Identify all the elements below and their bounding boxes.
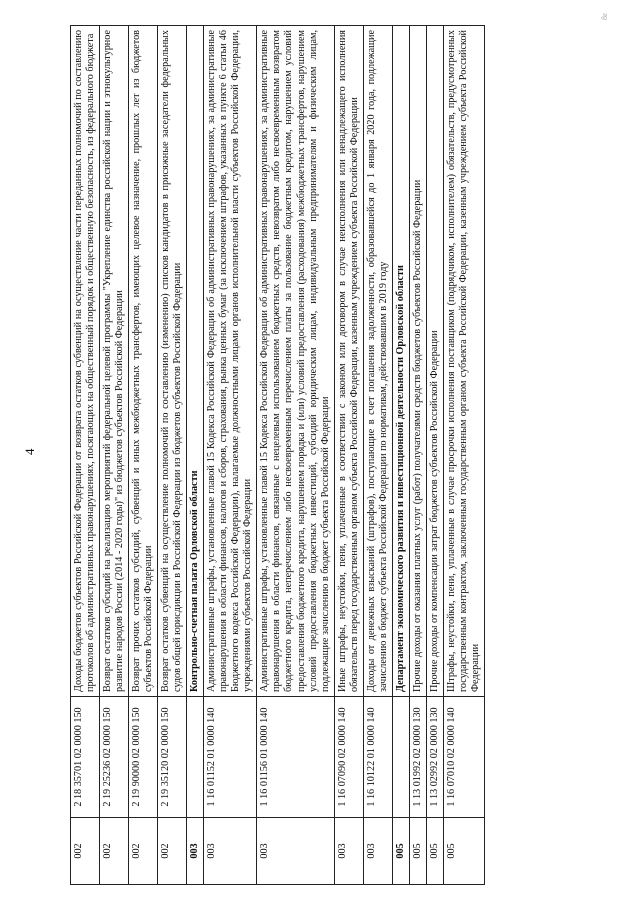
- section-header-row: [392, 26, 409, 885]
- description-cell: Возврат прочих остатков субсидий, субвенций и иных межбюджетных трансфертов, имеющих целевое назначение, прошлых лет из бюджетов субъектов Российской Федерации: [129, 26, 158, 697]
- admin-code-cell: 003: [334, 818, 363, 885]
- admin-code-cell: 002: [129, 818, 158, 885]
- description-cell: Иные штрафы, неустойки, пени, уплаченные в соответствии с законом или договором в случае неисполнения или ненадлежащего исполнения обязательств перед государственным органом субъекта Российской Федерации, казенным учреждением субъекта Российской Федерации: [334, 26, 363, 697]
- budget-code-cell: 1 16 07090 02 0000 140: [334, 697, 363, 818]
- table-row: [158, 26, 187, 885]
- admin-code-cell: 002: [158, 818, 187, 885]
- admin-code-cell: 005: [392, 818, 409, 885]
- table-row: [71, 26, 100, 885]
- description-cell: Административные штрафы, установленные главой 15 Кодекса Российской Федерации об административных правонарушениях, за административные правонарушения в области финансов, связанные с нецелевым использованием бюджетных средств, невозвратом либо несвоевременным возвратом бюджетного кредита, неперечислением либо несвоевременным перечислением платы за пользование бюджетным кредитом, нарушением условий предоставления бюджетного кредита, нарушением порядка и (или) условий предоставления (расходования) межбюджетных трансфертов, нарушением условий предоставления бюджетных инвестиций, субсидий юридическим лицам, индивидуальным предпринимателям и физическим лицам, подлежащие зачислению в бюджет субъекта Российской Федерации: [257, 26, 334, 697]
- admin-code-cell: 005: [443, 818, 484, 885]
- admin-code-cell: 002: [100, 818, 129, 885]
- table-row: [204, 26, 257, 885]
- description-cell: Прочие доходы от оказания платных услуг (работ) получателями средств бюджетов субъектов Российской Федерации: [409, 26, 426, 697]
- admin-code-cell: 003: [187, 818, 204, 885]
- budget-code-cell: 1 16 01152 01 0000 140: [204, 697, 257, 818]
- description-cell: Доходы от денежных взысканий (штрафов), поступающие в счет погашения задолженности, образовавшейся до 1 января 2020 года, подлежащие зачислению в бюджет субъекта Российской Федерации по нормативам, действовавшим в 2019 году: [363, 26, 392, 697]
- table-row: [426, 26, 443, 885]
- budget-code-cell: [392, 697, 409, 818]
- page-number: 4: [22, 448, 37, 455]
- budget-code-cell: 2 19 90000 02 0000 150: [129, 697, 158, 818]
- budget-code-cell: [187, 697, 204, 818]
- budget-code-cell: 2 19 25236 02 0000 150: [100, 697, 129, 818]
- table-row: [443, 26, 484, 885]
- admin-code-cell: 002: [71, 818, 100, 885]
- admin-code-cell: 005: [426, 818, 443, 885]
- budget-code-cell: 2 18 35701 02 0000 150: [71, 697, 100, 818]
- budget-code-cell: 1 16 01156 01 0000 140: [257, 697, 334, 818]
- admin-code-cell: 003: [257, 818, 334, 885]
- description-cell: Административные штрафы, установленные главой 15 Кодекса Российской Федерации об административных правонарушениях, за административные правонарушения в области финансов, налогов и сборов, страхования, рынка ценных бумаг (за исключением штрафов, указанных в пункте 6 статьи 46 Бюджетного кодекса Российской Федерации), налагаемые должностными лицами органов исполнительной власти субъектов Российской Федерации, учреждениями субъектов Российской Федерации: [204, 26, 257, 697]
- rotated-table-container: [70, 25, 570, 885]
- budget-code-cell: 2 19 35120 02 0000 150: [158, 697, 187, 818]
- budget-code-cell: 1 13 01992 02 0000 130: [409, 697, 426, 818]
- budget-code-cell: 1 16 07010 02 0000 140: [443, 697, 484, 818]
- description-cell: Доходы бюджетов субъектов Российской Федерации от возврата остатков субвенций на осуществление части переданных полномочий по составлению протоколов об административных правонарушениях, посягающих на общественный порядок и общественную безопасность, из федерального бюджета: [71, 26, 100, 697]
- revenue-codes-table: [70, 25, 485, 885]
- table-row: [100, 26, 129, 885]
- description-cell: Контрольно-счетная палата Орловской области: [187, 26, 204, 697]
- description-cell: Возврат остатков субсидий на реализацию мероприятий федеральной целевой программы "Укрепление единства российской нации и этнокультурное развитие народов России (2014 - 2020 годы)" из бюджетов субъектов Российской Федерации: [100, 26, 129, 697]
- budget-code-cell: 1 13 02992 02 0000 130: [426, 697, 443, 818]
- corner-stamp: 8ε: [600, 12, 609, 20]
- description-cell: Штрафы, неустойки, пени, уплаченные в случае просрочки исполнения поставщиком (подрядчиком, исполнителем) обязательств, предусмотренных государственным контрактом, заключенным государственным органом субъекта Российской Федерации, казенным учреждением субъекта Российской Федерации: [443, 26, 484, 697]
- description-cell: Департамент экономического развития и инвестиционной деятельности Орловской области: [392, 26, 409, 697]
- admin-code-cell: 003: [204, 818, 257, 885]
- table-row: [334, 26, 363, 885]
- description-cell: Прочие доходы от компенсации затрат бюджетов субъектов Российской Федерации: [426, 26, 443, 697]
- budget-code-cell: 1 16 10122 01 0000 140: [363, 697, 392, 818]
- description-cell: Возврат остатков субвенций на осуществление полномочий по составлению (изменению) списков кандидатов в присяжные заседатели федеральных судов общей юрисдикции в Российской Федерации из бюджетов субъектов Российской Федерации: [158, 26, 187, 697]
- table-row: [257, 26, 334, 885]
- admin-code-cell: 005: [409, 818, 426, 885]
- table-row: [129, 26, 158, 885]
- section-header-row: [187, 26, 204, 885]
- admin-code-cell: 003: [363, 818, 392, 885]
- table-row: [409, 26, 426, 885]
- table-row: [363, 26, 392, 885]
